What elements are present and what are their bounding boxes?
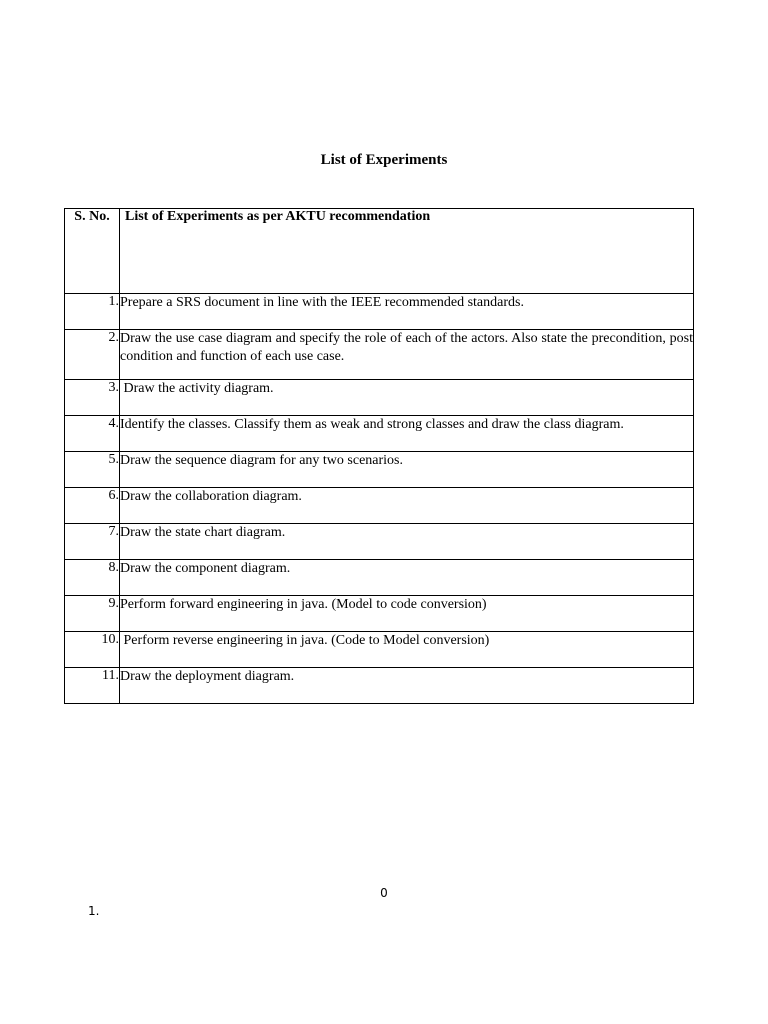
header-experiments: List of Experiments as per AKTU recommendation (120, 209, 694, 294)
table-header-row (65, 209, 694, 294)
row-number: 10. (65, 632, 120, 668)
row-number: 1. (65, 294, 120, 330)
row-text: Draw the sequence diagram for any two scenarios. (120, 452, 694, 488)
row-text: Draw the state chart diagram. (120, 524, 694, 560)
table-row (65, 596, 694, 632)
table-row (65, 452, 694, 488)
footer-text: 1. (88, 904, 100, 918)
row-number: 6. (65, 488, 120, 524)
page-title: List of Experiments (320, 152, 448, 168)
table-row (65, 488, 694, 524)
table-row (65, 294, 694, 330)
page-number: 0 (380, 886, 388, 900)
experiments-table (64, 208, 694, 704)
table-row (65, 632, 694, 668)
table-row (65, 416, 694, 452)
header-serial-number: S. No. (65, 209, 120, 294)
table-row (65, 330, 694, 380)
table-row (65, 560, 694, 596)
row-text: Prepare a SRS document in line with the IEEE recommended standards. (120, 294, 694, 330)
table-row (65, 668, 694, 704)
row-text: Perform forward engineering in java. (Model to code conversion) (120, 596, 694, 632)
row-number: 11. (65, 668, 120, 704)
row-text: Draw the deployment diagram. (120, 668, 694, 704)
row-text: Draw the component diagram. (120, 560, 694, 596)
row-text: Perform reverse engineering in java. (Code to Model conversion) (120, 632, 694, 668)
row-number: 5. (65, 452, 120, 488)
row-text: Identify the classes. Classify them as weak and strong classes and draw the class diagram. (120, 416, 694, 452)
row-number: 8. (65, 560, 120, 596)
table-row (65, 524, 694, 560)
row-number: 2. (65, 330, 120, 380)
row-text: Draw the collaboration diagram. (120, 488, 694, 524)
row-number: 4. (65, 416, 120, 452)
row-number: 7. (65, 524, 120, 560)
row-text: Draw the use case diagram and specify the role of each of the actors. Also state the precondition, post condition and function of each use case. (120, 330, 694, 380)
row-number: 9. (65, 596, 120, 632)
row-number: 3. (65, 380, 120, 416)
table-row (65, 380, 694, 416)
row-text: Draw the activity diagram. (120, 380, 694, 416)
